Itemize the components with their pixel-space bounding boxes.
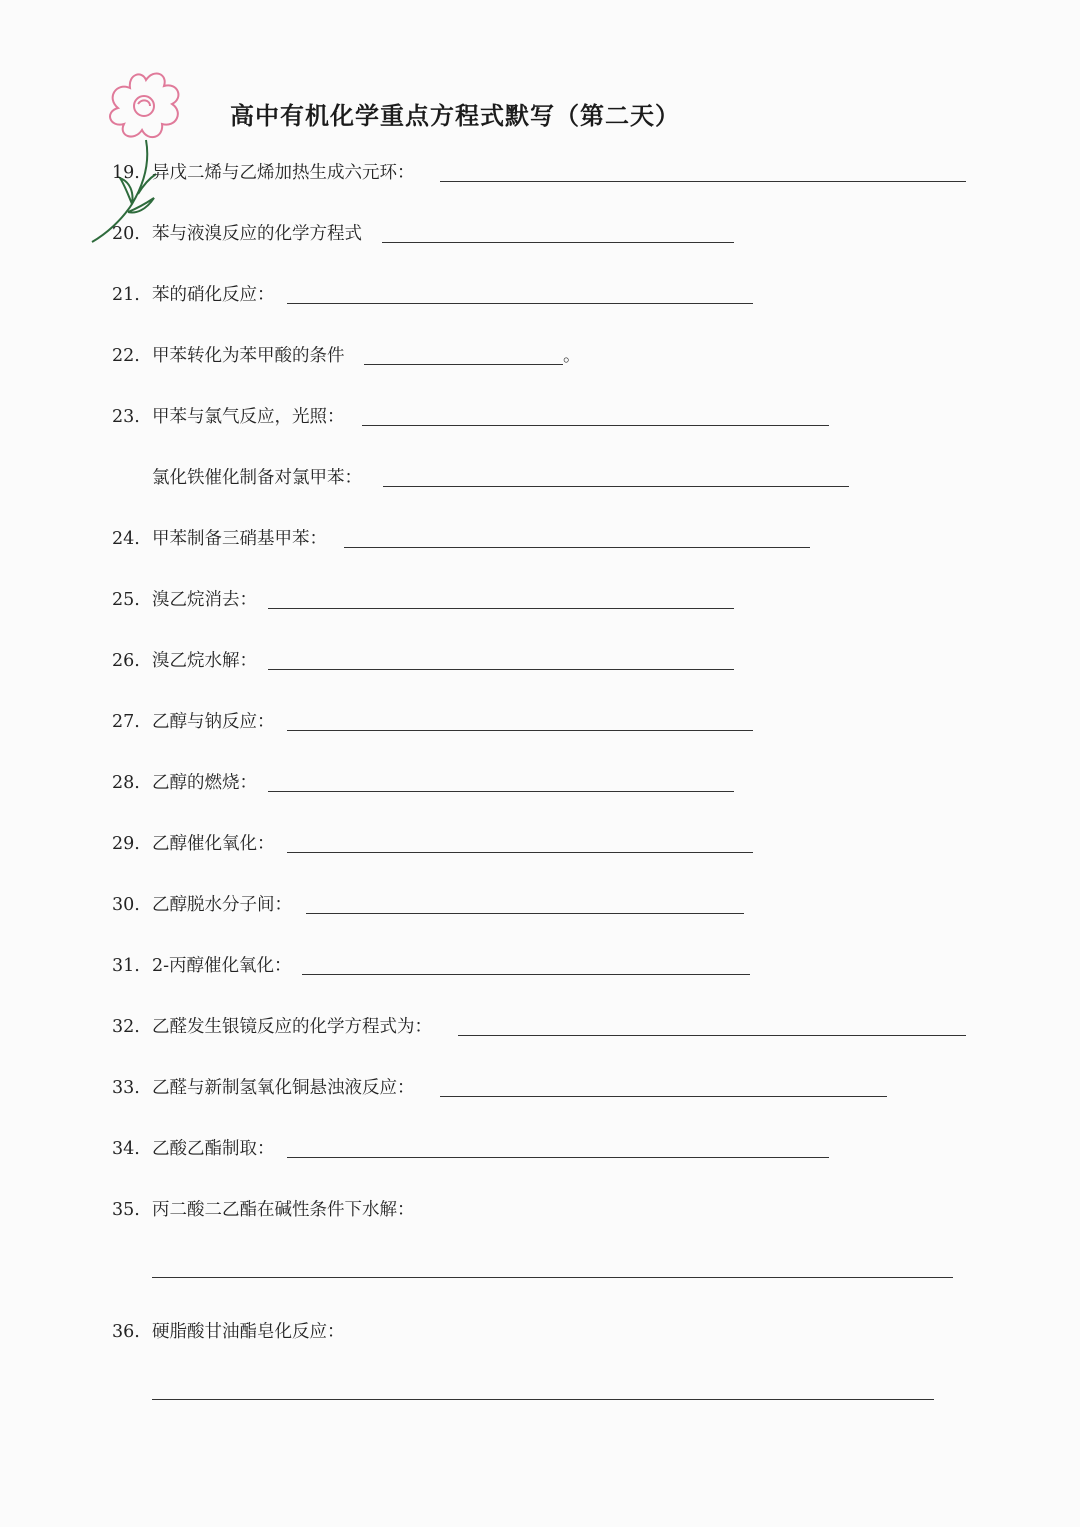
question-text: 苯与液溴反应的化学方程式 — [152, 224, 362, 244]
answer-blank[interactable] — [458, 1035, 966, 1036]
question-number: 26. — [112, 651, 140, 671]
question-number: 19. — [112, 163, 140, 183]
question-number: 20. — [112, 224, 140, 244]
question-number: 27. — [112, 712, 140, 732]
answer-blank[interactable] — [440, 181, 966, 182]
question-text: 甲苯转化为苯甲酸的条件 — [152, 346, 345, 366]
question-number: 29. — [112, 834, 140, 854]
question-number: 32. — [112, 1017, 140, 1037]
answer-blank[interactable] — [152, 1277, 953, 1278]
question-text: 乙酸乙酯制取： — [152, 1139, 275, 1159]
question-text: 2-丙醇催化氧化： — [152, 956, 292, 976]
question-number: 33. — [112, 1078, 140, 1098]
answer-blank[interactable] — [287, 852, 753, 853]
question-number: 25. — [112, 590, 140, 610]
question-suffix: 。 — [563, 346, 581, 366]
answer-blank[interactable] — [287, 1157, 829, 1158]
question-number: 23. — [112, 407, 140, 427]
question-number: 36. — [112, 1322, 140, 1342]
question-number: 34. — [112, 1139, 140, 1159]
question-text: 甲苯制备三硝基甲苯： — [152, 529, 327, 549]
question-text: 甲苯与氯气反应，光照： — [152, 407, 345, 427]
answer-blank[interactable] — [440, 1096, 887, 1097]
question-text: 丙二酸二乙酯在碱性条件下水解： — [152, 1200, 415, 1220]
question-text: 硬脂酸甘油酯皂化反应： — [152, 1322, 345, 1342]
question-number: 31. — [112, 956, 140, 976]
question-number: 35. — [112, 1200, 140, 1220]
answer-blank[interactable] — [344, 547, 810, 548]
question-text: 乙醛与新制氢氧化铜悬浊液反应： — [152, 1078, 415, 1098]
question-text: 乙醇脱水分子间： — [152, 895, 292, 915]
question-text: 乙醇的燃烧： — [152, 773, 257, 793]
question-number: 30. — [112, 895, 140, 915]
question-text: 溴乙烷消去： — [152, 590, 257, 610]
answer-blank[interactable] — [383, 486, 849, 487]
question-text: 乙醇与钠反应： — [152, 712, 275, 732]
question-text: 溴乙烷水解： — [152, 651, 257, 671]
answer-blank[interactable] — [362, 425, 829, 426]
answer-blank[interactable] — [152, 1399, 934, 1400]
answer-blank[interactable] — [268, 791, 734, 792]
answer-blank[interactable] — [268, 669, 734, 670]
answer-blank[interactable] — [382, 242, 734, 243]
question-number: 24. — [112, 529, 140, 549]
question-number: 28. — [112, 773, 140, 793]
answer-blank[interactable] — [364, 364, 563, 365]
question-text: 氯化铁催化制备对氯甲苯： — [152, 468, 362, 488]
answer-blank[interactable] — [268, 608, 734, 609]
question-text: 乙醛发生银镜反应的化学方程式为： — [152, 1017, 432, 1037]
page-title: 高中有机化学重点方程式默写（第二天） — [230, 102, 680, 130]
answer-blank[interactable] — [287, 730, 753, 731]
answer-blank[interactable] — [302, 974, 750, 975]
question-number: 21. — [112, 285, 140, 305]
question-text: 异戊二烯与乙烯加热生成六元环： — [152, 163, 415, 183]
answer-blank[interactable] — [287, 303, 753, 304]
question-text: 苯的硝化反应： — [152, 285, 275, 305]
answer-blank[interactable] — [306, 913, 744, 914]
question-text: 乙醇催化氧化： — [152, 834, 275, 854]
question-number: 22. — [112, 346, 140, 366]
